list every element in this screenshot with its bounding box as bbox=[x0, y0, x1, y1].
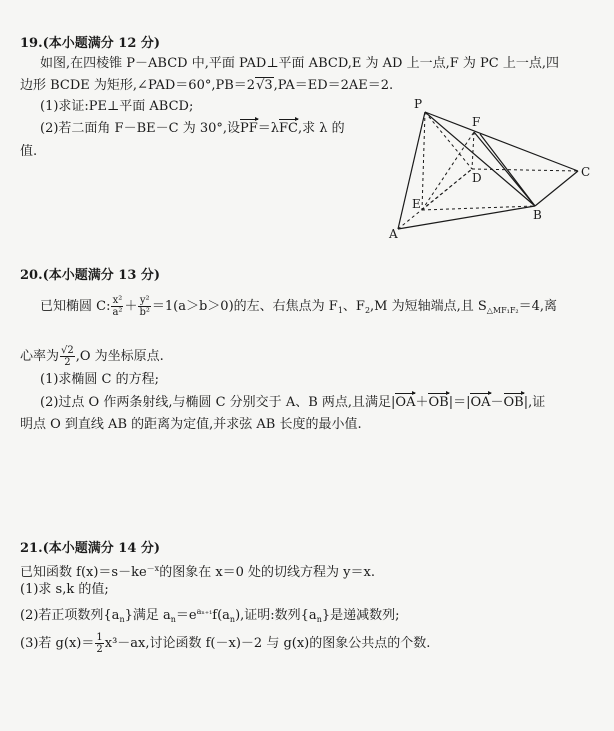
q21-header: 21.(本小题满分 14 分) bbox=[20, 541, 161, 556]
q19-part2: (2)若二面角 F－BE－C 为 30°,设PF＝λFC,求 λ 的 bbox=[40, 121, 345, 136]
edge-bc bbox=[535, 171, 578, 206]
q19-part1: (1)求证:PE⊥平面 ABCD; bbox=[40, 99, 194, 114]
fraction-y2-b2: $\frac{\text{y²}}{\text{b²}}$ bbox=[139, 295, 150, 318]
q19-line2-a: 边形 BCDE 为矩形,∠PAD＝60°,PB＝2 bbox=[20, 78, 256, 93]
label-b: B bbox=[533, 208, 542, 222]
q21-part2: (2)若正项数列$\{a_n\}$满足 $a_n=e^{a_{n+1}}f(a_n)$,证明:数列$\{a_n\}$是递减数列; bbox=[20, 607, 400, 624]
q21-part3: (3)若 g(x)＝ $\frac{1}{2}$ x³－ax,讨论函数 f(－x)－2 与 g(x)的图象公共点的个数. bbox=[20, 632, 431, 655]
vector-pf: PF bbox=[240, 121, 258, 136]
label-a: A bbox=[389, 227, 398, 241]
pyramid-figure bbox=[380, 92, 600, 242]
vector-ob-2: OB bbox=[503, 395, 524, 410]
label-e: E bbox=[412, 197, 421, 211]
edge-pa bbox=[398, 112, 425, 229]
edge-fd bbox=[472, 132, 474, 169]
q20-part1: (1)求椭圆 C 的方程; bbox=[40, 372, 160, 387]
edge-dc bbox=[472, 169, 578, 171]
label-d: D bbox=[472, 171, 482, 185]
fraction-one-half: $\frac{1}{2}$ bbox=[96, 632, 103, 655]
q19-header: 19.(本小题满分 12 分) bbox=[20, 36, 161, 51]
label-p: P bbox=[414, 97, 423, 111]
q20-line2: 心率为 $\frac{√2}{2}$ ,O 为坐标原点. bbox=[20, 345, 164, 368]
vector-fc: FC bbox=[279, 121, 298, 136]
q20-part2-end: 明点 O 到直线 AB 的距离为定值,并求弦 AB 长度的最小值. bbox=[20, 417, 362, 432]
edge-pe bbox=[422, 112, 425, 210]
vector-ob: OB bbox=[428, 395, 449, 410]
label-c: C bbox=[581, 165, 591, 179]
fraction-x2-a2: $\frac{\text{x²}}{\text{a²}}$ bbox=[112, 295, 123, 318]
q20-line1: 已知椭圆 C: $\frac{\text{x²}}{\text{a²}}$ ＋ $\frac{\text{y²}}{\text{b²}}$ ＝1(a＞b＞0)的左、右焦点为 $F_1$、$F_2,M$ 为短轴端点,且 $S_{\triangle MF_1F_2}=4$,离 bbox=[40, 295, 558, 318]
q19-line1: 如图,在四棱锥 P－ABCD 中,平面 PAD⊥平面 ABCD,E 为 AD 上一点,F 为 PC 上一点,四 bbox=[40, 56, 559, 71]
q19-part2-end: 值. bbox=[20, 144, 38, 159]
q20-header: 20.(本小题满分 13 分) bbox=[20, 268, 161, 283]
q19-sqrt: √3 bbox=[256, 78, 273, 93]
vector-oa-2: OA bbox=[470, 395, 491, 410]
edge-ad bbox=[398, 169, 472, 229]
fraction-eccentricity: $\frac{√2}{2}$ bbox=[61, 345, 74, 368]
edge-ef bbox=[422, 132, 474, 210]
q21-part1: (1)求 s,k 的值; bbox=[20, 582, 109, 597]
label-f: F bbox=[472, 115, 481, 129]
q19-line2-b: ,PA＝ED＝2AE＝2. bbox=[273, 78, 394, 93]
vector-oa: OA bbox=[395, 395, 416, 410]
q19-line2 bbox=[20, 77, 393, 94]
q21-line1: 已知函数 $f(x)=s-ke^{-x}$的图象在 x＝0 处的切线方程为 y＝x. bbox=[20, 564, 375, 580]
q20-part2: (2)过点 O 作两条射线,与椭圆 C 分别交于 A、B 两点,且满足|OA＋OB|＝|OA－OB|,证 bbox=[40, 395, 546, 410]
